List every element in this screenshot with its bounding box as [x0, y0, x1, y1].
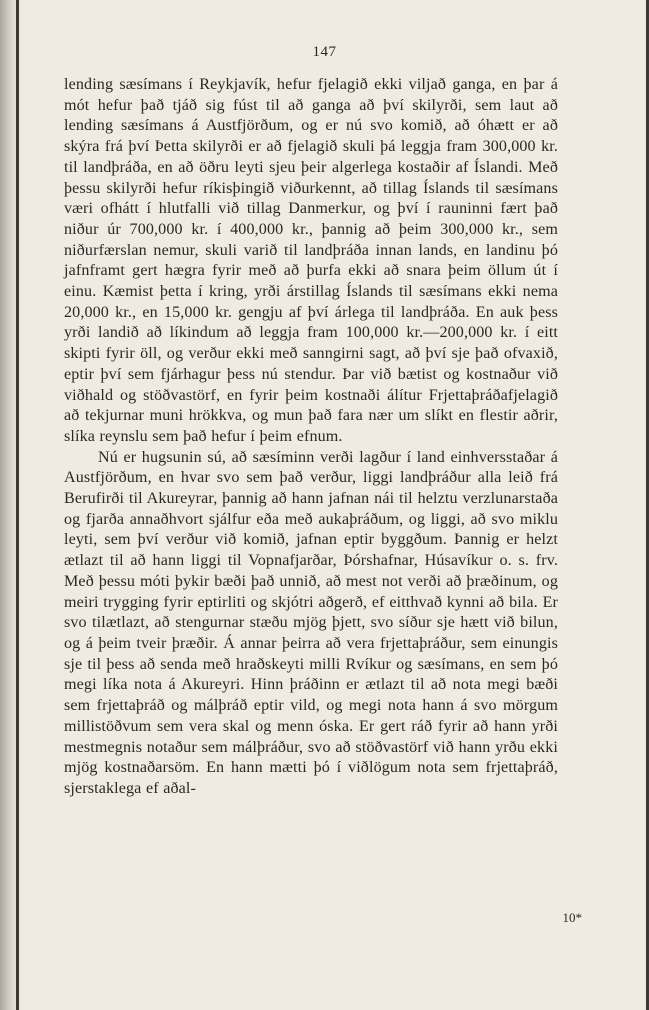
left-page-edge — [16, 0, 19, 1010]
signature-mark: 10* — [562, 910, 582, 925]
paragraph-1: lending sæsímans í Reykjavík, hefur fjelagið ekki viljað ganga, en þar á mót hefur það tjáð sig fúst til að ganga að því skilyrði, sem laut að lending sæsímans á Austfjörðum, og er nú svo komið, að óhætt er að skýra frá því Þetta skilyrði er að fjelagið skuli þá leggja fram 300,000 kr. til landþráða, en að öðru leyti sjeu þeir algerlega kostaðir af Íslandi. Með þessu skilyrði hefur ríkisþingið viðurkennt, að tillag Íslands til sæsímans væri ofhátt í hlutfalli við tillag Danmerkur, og því í rauninni fært það niður úr 700,000 kr. í 400,000 kr., þannig að þeim 300,000 kr., sem niðurfærslan nemur, skuli varið til landþráða innan lands, en landinu þó jafnframt gert hægra fyrir með að þurfa ekki að snara þeim öllum út í einu. Kæmist þetta í kring, yrði árstillag Íslands til sæsímans ekki nema 20,000 kr., en 15,000 kr. gengju af því árlega til landþráða. En auk þess yrði landið að líkindum að leggja fram 100,000 kr.—200,000 kr. í eitt skipti fyrir öll, og verður ekki með sanngirni sagt, að því sje það ofvaxið, eptir því sem fjárhagur þess nú stendur. Þar við bætist og kostnaður við viðhald og stöðvastörf, en fyrir þeim kostnaði álítur Frjettaþráðafjelagið að tekjurnar muni hrökkva, og mun það fara nær um slíkt en flestir aðrir, slíka reynslu sem það hefur í þeim efnum. — [64, 76, 558, 445]
page-number: 147 — [312, 44, 337, 60]
paragraph-2: Nú er hugsunin sú, að sæsíminn verði lagður í land einhversstaðar á Austfjörðum, en hvar svo sem það verður, liggi landþráður alla leið frá Berufirði til Akureyrar, þannig að hann jafnan nái til helztu verzlunarstaða og fjarða annaðhvort sjálfur eða með aukaþráðum, og liggi, að svo miklu leyti, sem því verður við komið, jafnan eptir byggðum. Þannig er helzt ætlazt til að hann liggi til Vopnafjarðar, Þórshafnar, Húsavíkur o. s. frv. Með þessu móti þykir bæði það unnið, að mest not verði að þræðinum, og meiri trygging fyrir eptirliti og skjótri aðgerð, ef eitthvað kynni að bila. Er svo tilætlazt, að stengurnar stæðu mjög þjett, svo síður sje hætt við bilun, og á þeim tveir þræðir. Á annar þeirra að vera frjettaþráður, sem einungis sje til þess að senda með hraðskeyti milli Rvíkur og sæsímans, en sem þó megi líka nota á Akureyri. Hinn þráðinn er ætlazt til að nota megi bæði sem frjettaþráð og málþráð eptir vild, og megi nota hann á svo mörgum millistöðvum sem vera skal og menn óska. Er gert ráð fyrir að hann yrði mestmegnis notaður sem málþráður, svo að stöðvastörf við hann yrðu ekki mjög kostnaðarsöm. En hann mætti þó í viðlögum nota sem frjettaþráð, sjerstaklega ef aðal- — [64, 448, 558, 797]
body-text — [64, 75, 558, 800]
